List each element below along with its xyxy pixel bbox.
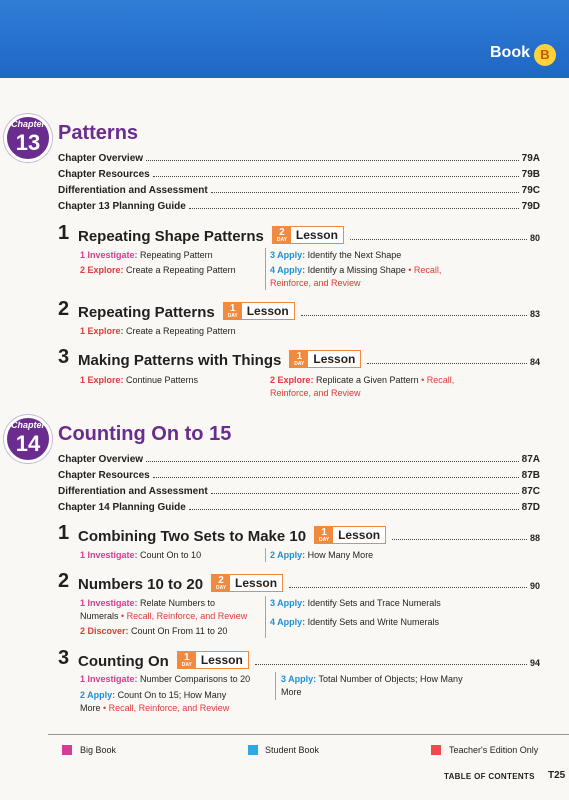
activity: 3 Apply: Identify Sets and Trace Numerals — [270, 598, 441, 608]
lesson-row[interactable]: 3 Counting On 1 DAY Lesson 94 — [58, 647, 540, 670]
lesson-title: Counting On — [78, 653, 169, 670]
column-divider — [275, 672, 276, 700]
activity: 4 Apply: Identify a Missing Shape • Recall, Reinforce, and Review — [270, 265, 442, 288]
column-divider — [265, 596, 266, 638]
day-lesson-tag: 1 DAY Lesson — [289, 350, 361, 368]
toc-line[interactable]: Chapter 13 Planning Guide 79D — [58, 201, 540, 212]
lesson-title: Repeating Patterns — [78, 304, 215, 321]
lesson-title: Numbers 10 to 20 — [78, 576, 204, 593]
toc-line[interactable]: Differentiation and Assessment 79C — [58, 185, 540, 196]
lesson-title: Combining Two Sets to Make 10 — [78, 528, 307, 545]
activity: 4 Apply: Identify Sets and Write Numerals — [270, 617, 440, 627]
column-divider — [265, 548, 266, 562]
header-band — [0, 0, 569, 78]
activity: 2 Explore: Replicate a Given Pattern • Recall, Reinforce, and Review — [270, 375, 455, 398]
toc-line[interactable]: Chapter Resources 79B — [58, 169, 540, 180]
day-lesson-tag: 1 DAY Lesson — [314, 526, 386, 544]
lesson-row[interactable]: 1 Combining Two Sets to Make 10 1 DAY Lesson 88 — [58, 522, 540, 545]
chapter-title: Counting On to 15 — [58, 423, 232, 445]
toc-line[interactable]: Differentiation and Assessment 87C — [58, 486, 540, 497]
column-divider — [265, 248, 266, 290]
toc-line[interactable]: Chapter Overview 79A — [58, 153, 540, 164]
activity: 3 Apply: Total Number of Objects; How Many More — [281, 674, 463, 697]
legend-label: Teacher's Edition Only — [449, 745, 539, 755]
activity: 2 Explore: Create a Repeating Pattern — [80, 265, 236, 275]
day-lesson-tag: 1 DAY Lesson — [223, 302, 295, 320]
activity: 1 Explore: Continue Patterns — [80, 375, 199, 385]
legend-swatch-teachers-edition — [431, 745, 441, 755]
activity: 1 Investigate: Repeating Pattern — [80, 250, 213, 260]
activity: 1 Investigate: Number Comparisons to 20 — [80, 674, 251, 684]
activity: 3 Apply: Identify the Next Shape — [270, 250, 402, 260]
chapter-14-badge — [4, 415, 52, 463]
day-lesson-tag: 1 DAY Lesson — [177, 651, 249, 669]
footer-page-number: T25 — [548, 770, 566, 781]
toc-line[interactable]: Chapter Resources 87B — [58, 470, 540, 481]
legend-swatch-student-book — [248, 745, 258, 755]
lesson-row[interactable]: 3 Making Patterns with Things 1 DAY Lesson 84 — [58, 346, 540, 369]
activity: 1 Investigate: Relate Numbers to Numerals • Recall, Reinforce, and Review — [80, 598, 248, 621]
activity: 2 Apply: Count On to 15; How Many More • Recall, Reinforce, and Review — [80, 690, 230, 713]
day-lesson-tag: 2 DAY Lesson — [272, 226, 344, 244]
lesson-row[interactable]: 2 Numbers 10 to 20 2 DAY Lesson 90 — [58, 570, 540, 593]
chapter-number: 13 — [15, 130, 41, 155]
lesson-row[interactable]: 2 Repeating Patterns 1 DAY Lesson 83 — [58, 298, 540, 321]
toc-line[interactable]: Chapter 14 Planning Guide 87D — [58, 502, 540, 513]
chapter-word: Chapter — [10, 420, 45, 430]
day-lesson-tag: 2 DAY Lesson — [211, 574, 283, 592]
chapter-word: Chapter — [10, 119, 45, 129]
chapter-13-badge — [4, 114, 52, 162]
lesson-row[interactable]: 1 Repeating Shape Patterns 2 DAY Lesson 80 — [58, 222, 540, 245]
chapter-title: Patterns — [58, 122, 139, 144]
lesson-title: Making Patterns with Things — [78, 352, 282, 369]
legend-label: Student Book — [265, 745, 320, 755]
divider — [48, 734, 569, 735]
activity: 1 Explore: Create a Repeating Pattern — [80, 326, 236, 336]
chapter-number: 14 — [15, 431, 41, 456]
footer-section: TABLE OF CONTENTS — [444, 772, 535, 781]
book-letter-badge: B — [534, 44, 556, 66]
legend-label: Big Book — [80, 745, 117, 755]
toc-line[interactable]: Chapter Overview 87A — [58, 454, 540, 465]
activity: 1 Investigate: Count On to 10 — [80, 550, 202, 560]
activity: 2 Apply: How Many More — [270, 550, 374, 560]
activity: 2 Discover: Count On From 11 to 20 — [80, 626, 228, 636]
lesson-title: Repeating Shape Patterns — [78, 228, 264, 245]
legend-swatch-big-book — [62, 745, 72, 755]
book-label: Book — [490, 44, 530, 61]
